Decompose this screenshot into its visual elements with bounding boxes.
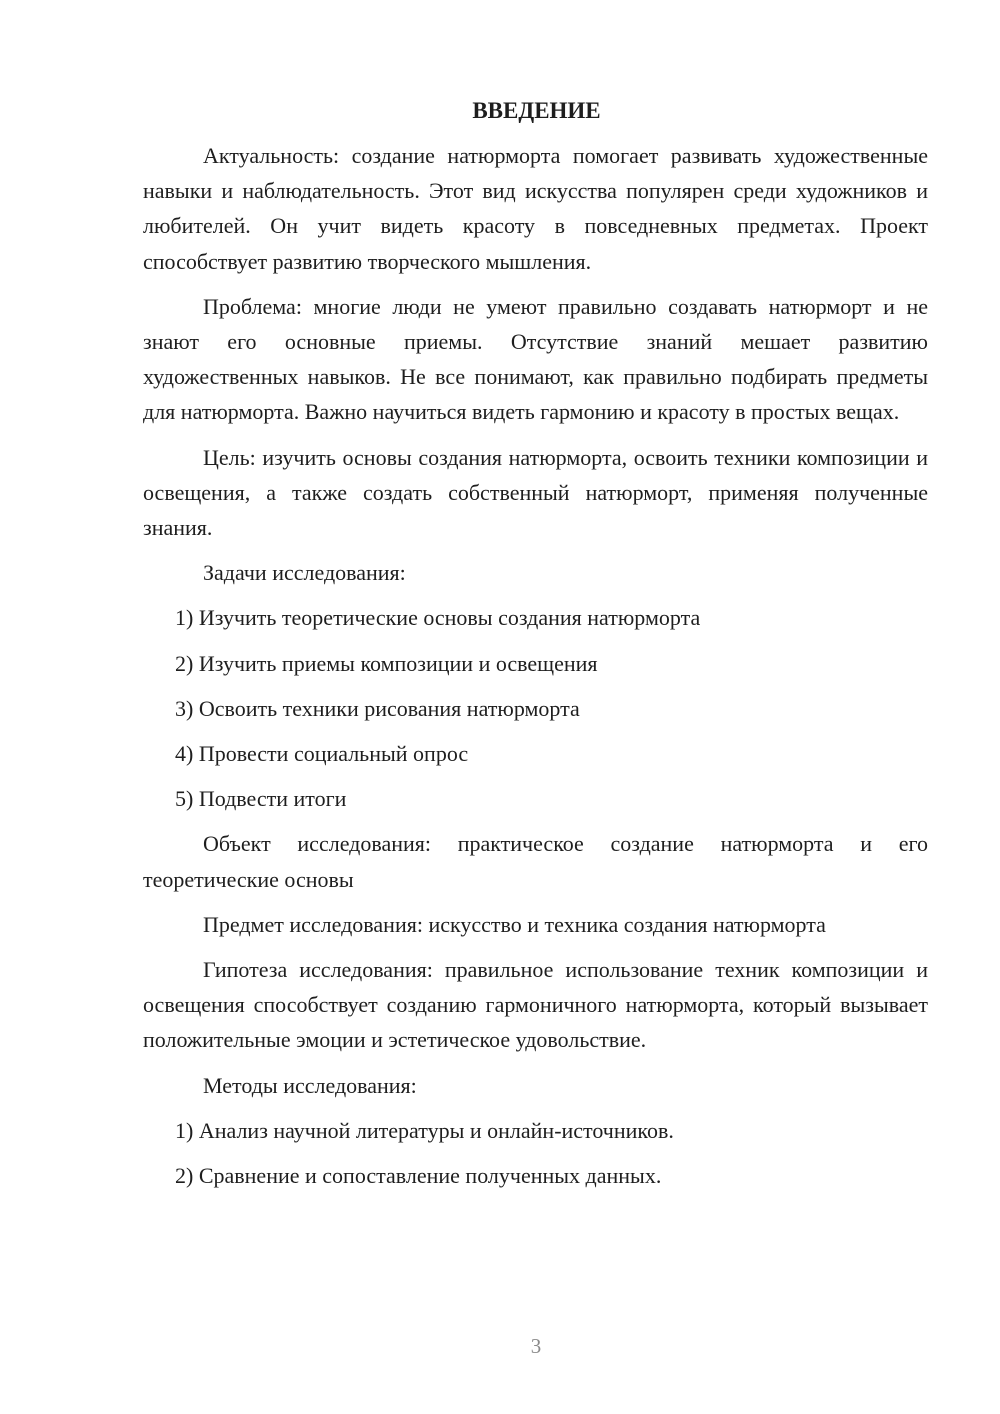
methods-heading: Методы исследования: bbox=[203, 1072, 417, 1098]
list-item: 2) Изучить приемы композиции и освещения bbox=[175, 650, 598, 676]
hypothesis-paragraph: Гипотеза исследования: правильное использование техник композиции и освещения способствует созданию гармоничного натюрморта, который вызывает положительные эмоции и эстетическое удовольствие. bbox=[143, 957, 928, 1053]
page-title: ВВЕДЕНИЕ bbox=[472, 98, 601, 123]
list-item: 1) Анализ научной литературы и онлайн-источников. bbox=[175, 1117, 674, 1143]
list-item: 3) Освоить техники рисования натюрморта bbox=[175, 695, 580, 721]
list-item: 5) Подвести итоги bbox=[175, 786, 347, 812]
problem-paragraph: Проблема: многие люди не умеют правильно создавать натюрморт и не знают его основные приемы. Отсутствие знаний мешает развитию художественных навыков. Не все понимают, как правильно подбирать предметы для натюрморта. Важно научиться видеть гармонию и красоту в простых вещах. bbox=[143, 293, 928, 425]
list-item: 4) Провести социальный опрос bbox=[175, 741, 469, 767]
list-item: 1) Изучить теоретические основы создания натюрморта bbox=[175, 605, 701, 631]
relevance-paragraph: Актуальность: создание натюрморта помогает развивать художественные навыки и наблюдательность. Этот вид искусства популярен среди художников и любителей. Он учит видеть красоту в повседневных предметах. Проект способствует развитию творческого мышления. bbox=[143, 143, 928, 274]
list-item: 2) Сравнение и сопоставление полученных данных. bbox=[175, 1163, 662, 1189]
page-number: 3 bbox=[530, 1334, 542, 1358]
subject-paragraph: Предмет исследования: искусство и техника создания натюрморта bbox=[203, 911, 826, 937]
goal-paragraph: Цель: изучить основы создания натюрморта, освоить техники композиции и освещения, а также создать собственный натюрморт, применяя полученные знания. bbox=[143, 444, 928, 541]
methods-list bbox=[143, 1113, 928, 1193]
object-paragraph: Объект исследования: практическое создание натюрморта и его теоретические основы bbox=[143, 831, 928, 892]
tasks-heading: Задачи исследования: bbox=[203, 560, 406, 586]
tasks-list bbox=[143, 600, 928, 816]
document-page bbox=[143, 93, 928, 1203]
